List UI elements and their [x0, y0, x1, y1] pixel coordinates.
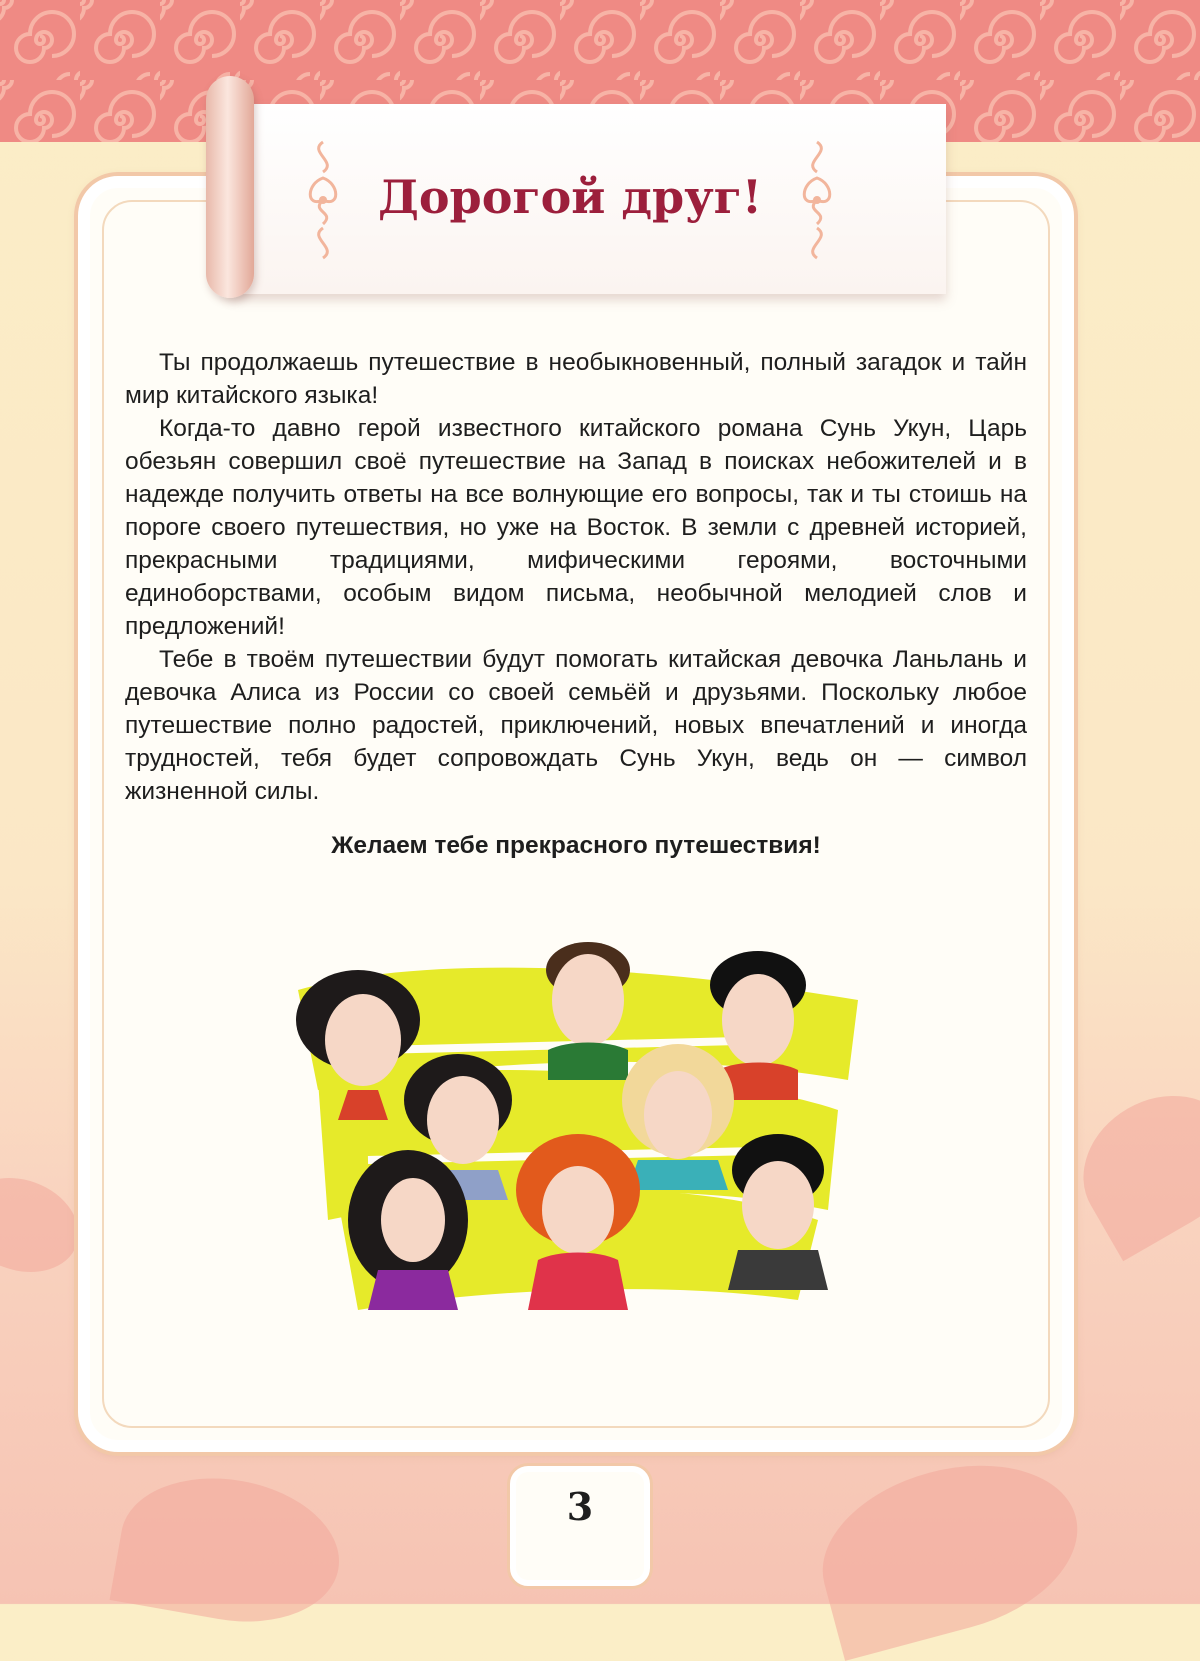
character-face — [516, 1134, 640, 1310]
paragraph: Ты продолжаешь путешествие в необыкновенный, полный загадок и тайн мир китайского языка! — [125, 349, 1027, 409]
closing-wish: Желаем тебе прекрасного путешествия! — [331, 832, 821, 859]
paragraph: Тебе в твоём путешествии будут помогать китайская девочка Ланьлань и девочка Алиса из России со своей семьёй и друзьями. Поскольку любое путешествие полно радостей, приключений, новых впечатлений и иногда трудностей, тебя будет сопровождать Сунь Укун, ведь он — символ жизненной силы. — [125, 646, 1027, 805]
character-face — [728, 1134, 828, 1290]
background-petal — [1058, 1069, 1200, 1262]
letter-body — [125, 346, 1027, 808]
right-ornament-icon — [792, 138, 842, 262]
background-petal — [804, 1439, 1097, 1661]
scroll-roll — [206, 76, 254, 298]
character-face — [622, 1044, 734, 1190]
page-title: Дорогой друг! — [377, 170, 763, 224]
characters-illustration — [258, 930, 900, 1350]
paragraph: Когда-то давно герой известного китайского романа Сунь Укун, Царь обезьян совершил своё путешествие на Запад в поисках небожителей и в надежде получить ответы на все волнующие его вопросы, так и ты стоишь на пороге своего путешествия, но уже на Восток. В земли с древней историей, прекрасными традициями, мифическими героями, восточными единоборствами, особым видом письма, необычной мелодией слов и предложений! — [125, 415, 1027, 640]
character-face — [546, 942, 630, 1080]
background-petal — [110, 1462, 351, 1638]
left-ornament-icon — [298, 138, 348, 262]
page-number: 3 — [566, 1484, 594, 1529]
